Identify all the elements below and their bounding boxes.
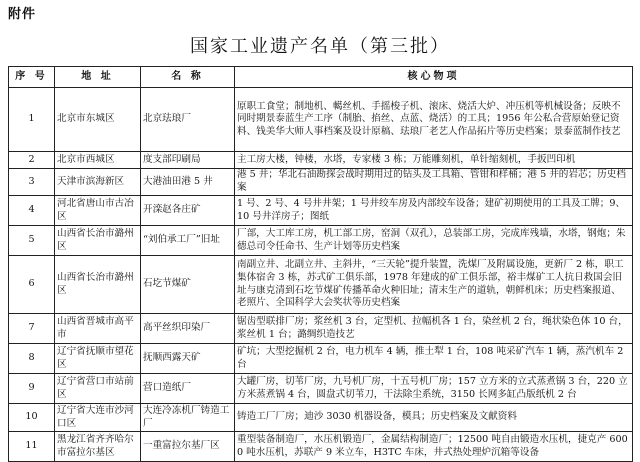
- row-core-items: 锯齿型联排厂房；浆丝机 3 台，定型机、拉幅机各 1 台，染丝机 2 台，绳状染色体 10 台，浆丝机 1 台；潞绸织造技艺: [235, 314, 633, 344]
- row-address: 辽宁省大连市沙河口区: [55, 404, 141, 432]
- document-title: 国家工业遗产名单（第三批）: [190, 36, 450, 57]
- row-address: 辽宁省营口市站前区: [55, 374, 141, 404]
- row-core-items: 主工房大楼，钟楼，水塔，专家楼 3 栋；万能雕刻机，单针缩刻机，手扳凹印机: [235, 152, 633, 169]
- row-number: 5: [9, 226, 55, 256]
- row-name: 大港油田港 5 井: [141, 169, 235, 196]
- heritage-table: [8, 66, 633, 462]
- row-address: 河北省唐山市古冶区: [55, 196, 141, 226]
- row-address: 北京市东城区: [55, 88, 141, 152]
- row-address: 黑龙江省齐齐哈尔市富拉尔基区: [55, 432, 141, 462]
- row-number: 4: [9, 196, 55, 226]
- table-row: [9, 432, 633, 462]
- row-core-items: 矿坑；大型挖掘机 2 台，电力机车 4 辆，推土犁 1 台，108 吨采矿汽车 1 辆，蒸汽机车 2 台: [235, 344, 633, 374]
- row-address: 山西省长治市潞州区: [55, 226, 141, 256]
- row-address: 辽宁省抚顺市望花区: [55, 344, 141, 374]
- row-core-items: 南副立井、北副立井、主斜井，“三天轮”提升装置，洗煤厂及附属设施，更新厂 2 栋，职工集体宿舍 3 栋，苏式矿工俱乐部，1978 年建成的矿工俱乐部，裕丰煤矿工人抗日救国会旧址与康克清到石圪节煤矿传播革命火种旧址；清末生产的道轨，朝鲜机床；历史档案报道、老照片、全国科学大会奖状等历史档案: [235, 256, 633, 314]
- row-number: 7: [9, 314, 55, 344]
- row-address: 北京市西城区: [55, 152, 141, 169]
- table-row: [9, 88, 633, 152]
- table-row: [9, 374, 633, 404]
- row-name: 度支部印刷局: [141, 152, 235, 169]
- table-row: [9, 169, 633, 196]
- table-row: [9, 314, 633, 344]
- row-number: 6: [9, 256, 55, 314]
- row-name: 石圪节煤矿: [141, 256, 235, 314]
- column-header-number: 序 号: [9, 67, 55, 88]
- row-core-items: 重型装备制造厂，水压机锻造厂，金属结构制造厂；12500 吨自由锻造水压机，捷克产 6000 吨水压机，苏联产 9 米立车，H3TC 车床，井式热处理炉沉箱等设备: [235, 432, 633, 462]
- row-core-items: 港 5 井；华北石油勘探会战时期用过的钻头及工具箱、管钳和样桶；港 5 井的岩芯；历史档案: [235, 169, 633, 196]
- table-row: [9, 196, 633, 226]
- row-number: 11: [9, 432, 55, 462]
- row-number: 2: [9, 152, 55, 169]
- table-row: [9, 152, 633, 169]
- row-number: 1: [9, 88, 55, 152]
- table-row: [9, 256, 633, 314]
- attachment-label: 附件: [8, 7, 37, 22]
- table-header: [9, 67, 633, 88]
- row-name: 营口造纸厂: [141, 374, 235, 404]
- row-core-items: 原职工食堂；制地机、轕丝机、手摇梭子机、滚床、烧活大炉、冲压机等机械设备；反映不同时期景泰蓝生产工序（制胎、掐丝、点蓝、烧活）的工具；1956 年公私合营原始登记资料、钱美华大师人事档案及设计原稿、珐琅厂老艺人作品拓片等历史档案；景泰蓝制作技艺: [235, 88, 633, 152]
- column-header-address: 地 址: [55, 67, 141, 88]
- row-number: 8: [9, 344, 55, 374]
- row-address: 山西省晋城市高平市: [55, 314, 141, 344]
- row-number: 9: [9, 374, 55, 404]
- table-row: [9, 344, 633, 374]
- row-core-items: 1 号、2 号、4 号井井架；1 号井绞车房及内部绞车设备；建矿初期使用的工具及工牌；9、10 号井洋房子；图纸: [235, 196, 633, 226]
- row-name: 开滦赵各庄矿: [141, 196, 235, 226]
- row-number: 10: [9, 404, 55, 432]
- table-row: [9, 226, 633, 256]
- row-name: 高平丝织印染厂: [141, 314, 235, 344]
- row-core-items: 厂部，大工库工房，机工部工房，窑洞（双孔），总装部工房，完成库残墙，水塔，钢炮；朱德总司令任命书、生产计划等历史档案: [235, 226, 633, 256]
- column-header-core-items: 核心物项: [235, 67, 633, 88]
- row-name: “刘伯承工厂”旧址: [141, 226, 235, 256]
- table-row: [9, 404, 633, 432]
- row-core-items: 大罐厂房，切苇厂房，九号机厂房，十五号机厂房；157 立方米的立式蒸煮锅 3 台，220 立方米蒸煮锅 4 台，圆盘式切苇刀，干法除尘系统，3150 长网多缸凸版纸机 2 台: [235, 374, 633, 404]
- row-address: 山西省长治市潞州区: [55, 256, 141, 314]
- row-address: 天津市滨海新区: [55, 169, 141, 196]
- row-name: 抚顺西露天矿: [141, 344, 235, 374]
- row-number: 3: [9, 169, 55, 196]
- row-name: 一重富拉尔基厂区: [141, 432, 235, 462]
- row-core-items: 铸造工厂厂房；迪沙 3030 机器设备，模具；历史档案及文献资料: [235, 404, 633, 432]
- row-name: 大连冷冻机厂铸造工厂: [141, 404, 235, 432]
- row-name: 北京珐琅厂: [141, 88, 235, 152]
- column-header-name: 名 称: [141, 67, 235, 88]
